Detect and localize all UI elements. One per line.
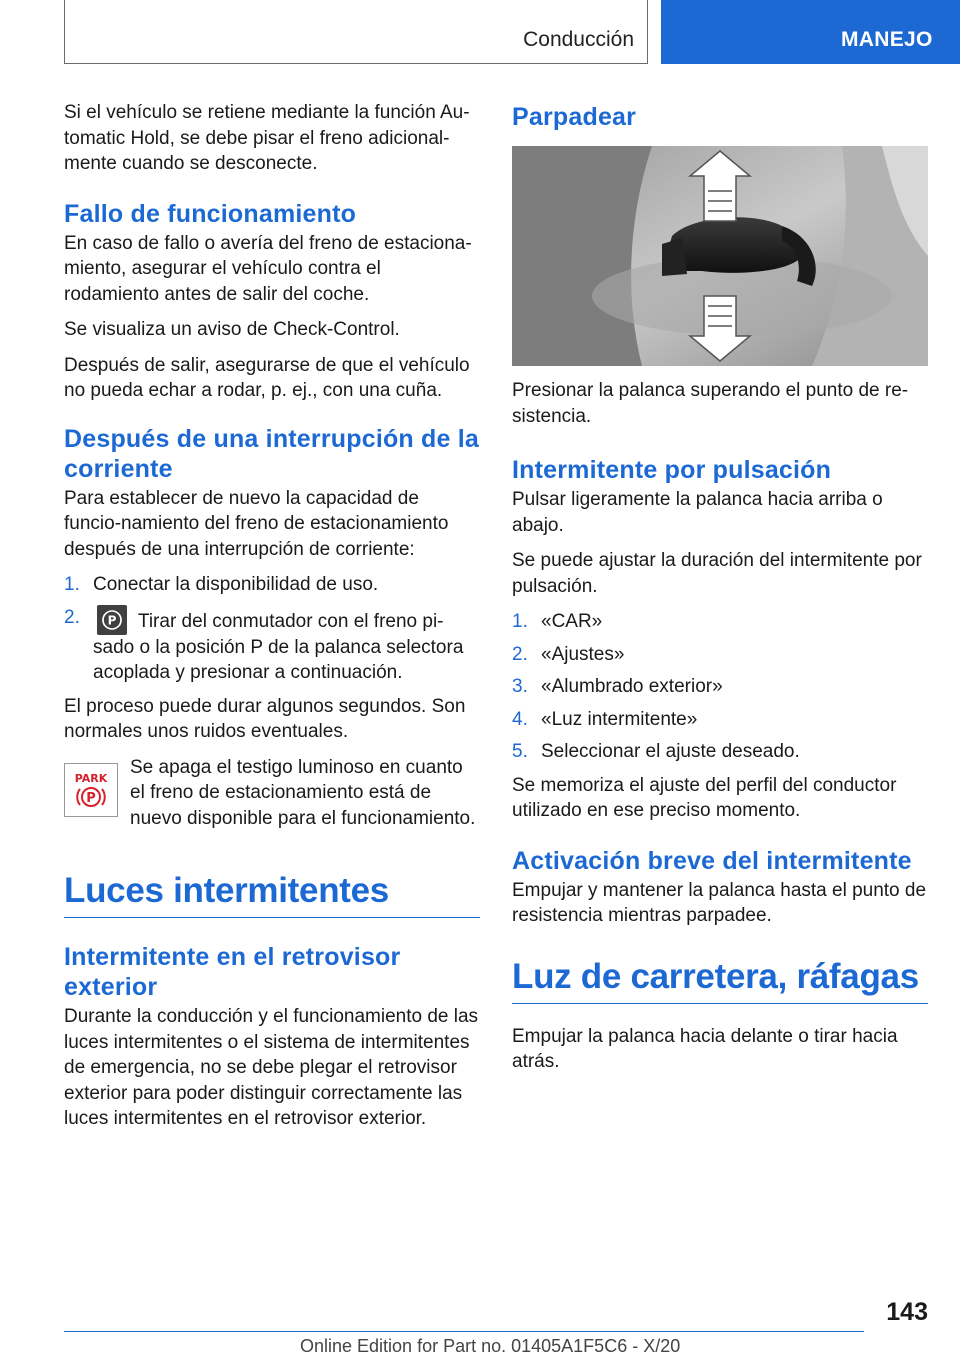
step-text: Conectar la disponibilidad de uso. [93,574,379,595]
header-chapter-tab [661,0,960,64]
right-column [512,100,928,1085]
list-item [512,739,928,765]
step-text: «Luz intermitente» [541,708,698,730]
retrovisor-heading: Intermitente en el retrovisor exterior [64,943,401,1001]
despues-p2: El proceso puede durar algunos segundos. Son normales unos ruidos eventuales. [64,695,466,742]
footer-edition: Online Edition for Part no. 01405A1F5C6 - X/20 [300,1336,681,1356]
footer-rule [64,1331,864,1332]
breve-heading: Activación breve del intermitente [512,846,912,875]
park-warning-light-icon [64,763,118,817]
despues-steps [64,572,480,686]
carretera-heading-wrap [512,955,928,1004]
park-indicator-note [64,755,480,832]
list-item [512,674,928,700]
retrovisor-p1: Durante la conducción y el funcionamiento de las luces intermitentes o el sistema de intermitentes de emergencia, no se debe plegar el retrovisor exterior para poder distinguir correctamente las luces intermitentes en el retrovisor exterior. [64,1006,479,1129]
turn-signal-lever-image [512,146,928,366]
list-item [64,605,480,686]
left-column [64,100,480,1142]
pulsacion-p2: Se puede ajustar la duración del intermitente por pulsación. [512,550,922,597]
step-text: Tirar del conmutador con el freno pi-sado o la posición P de la palanca selectora acoplada y presionar a continuación. [93,610,464,683]
breve-p1: Empujar y mantener la palanca hasta el punto de resistencia mientras parpadee. [512,879,927,926]
carretera-p1: Empujar la palanca hacia delante o tirar hacia atrás. [512,1025,898,1072]
step-text: «CAR» [541,611,603,632]
luces-heading: Luces intermitentes [64,871,389,910]
step-number: 2. [64,606,80,628]
pulsacion-steps [512,609,928,765]
svg-text:P: P [86,790,96,806]
fallo-p3: Después de salir, asegurarse de que el vehículo no pueda echar a rodar, p. ej., con una cuña. [64,354,470,401]
fallo-p1: En caso de fallo o avería del freno de estaciona-miento, asegurar el vehículo contra el rodamiento antes de salir del coche. [64,232,472,305]
pulsacion-p1: Pulsar ligeramente la palanca hacia arriba o abajo. [512,489,883,536]
step-text: «Ajustes» [541,643,625,665]
intro-paragraph: Si el vehículo se retiene mediante la función Au-tomatic Hold, se debe pisar el freno adicional-mente cuando se desconecte. [64,102,470,174]
list-item [64,572,480,598]
parpadear-caption: Presionar la palanca superando el punto de re-sistencia. [512,380,909,427]
step-number: 4. [512,708,528,730]
park-note-text: Se apaga el testigo luminoso en cuanto el freno de estacionamiento está de nuevo disponible para el funcionamiento. [130,756,476,829]
despues-heading: Después de una interrupción de la corriente [64,424,480,483]
despues-p1: Para establecer de nuevo la capacidad de funcio-namiento del freno de estacionamiento después de una interrupción de corriente: [64,487,449,560]
luces-heading-wrap [64,869,480,918]
list-item [512,707,928,733]
park-label: PARK [74,771,108,785]
pulsacion-heading: Intermitente por pulsación [512,456,832,484]
step-number: 1. [64,574,80,595]
step-number: 1. [512,611,528,632]
header-chapter-label: MANEJO [841,28,933,51]
carretera-heading: Luz de carretera, ráfagas [512,956,919,996]
parpadear-heading: Parpadear [512,103,637,131]
step-number: 3. [512,676,528,697]
step-text: «Alumbrado exterior» [541,676,723,697]
list-item [512,609,928,635]
fallo-p2: Se visualiza un aviso de Check-Control. [64,319,400,340]
step-number: 2. [512,643,528,665]
page-number: 143 [886,1298,928,1326]
fallo-heading: Fallo de funcionamiento [64,199,357,228]
parking-brake-switch-icon [97,605,127,635]
svg-text:P: P [107,613,117,627]
step-text: Seleccionar el ajuste deseado. [541,741,800,762]
step-number: 5. [512,741,528,762]
pulsacion-p3: Se memoriza el ajuste del perfil del conductor utilizado en ese preciso momento. [512,774,897,821]
header-section-title: Conducción [523,28,634,51]
list-item [512,642,928,668]
